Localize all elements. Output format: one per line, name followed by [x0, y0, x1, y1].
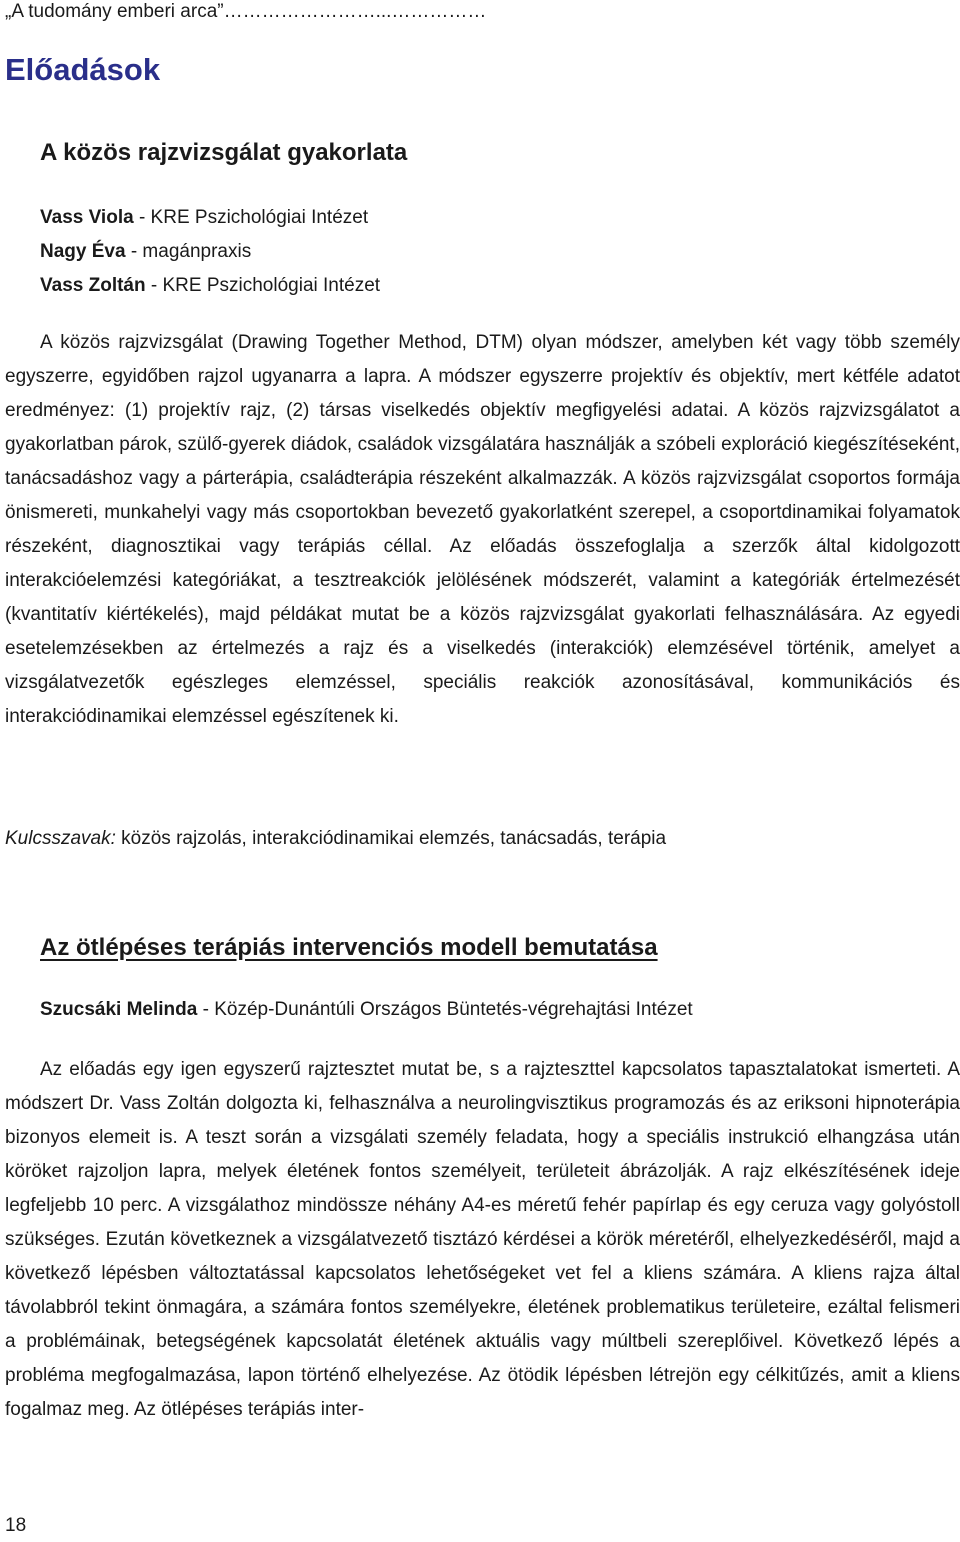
author-affiliation: - KRE Pszichológiai Intézet	[133, 207, 369, 228]
page-number: 18	[5, 1515, 27, 1536]
author-entry	[40, 235, 380, 269]
author-affiliation: - KRE Pszichológiai Intézet	[145, 275, 381, 296]
author-entry	[40, 201, 380, 235]
author-name: Szucsáki Melinda	[40, 999, 198, 1020]
keywords-text: közös rajzolás, interakciódinamikai elemzés, tanácsadás, terápia	[115, 828, 667, 849]
keywords-line	[5, 822, 666, 856]
keywords-label: Kulcsszavak:	[5, 828, 116, 849]
running-head: „A tudomány emberi arca”……………………...……………	[5, 1, 487, 22]
author-name: Nagy Éva	[40, 241, 126, 262]
abstract-paragraph: Az előadás egy igen egyszerű rajztesztet mutat be, s a rajzteszttel kapcsolatos tapasztalatokat ismerteti. A módszert Dr. Vass Zoltán dolgozta ki, felhasználva a neurolingvisztikus programozás és az eriksoni hipnoterápia bizonyos elemeit is. A teszt során a vizsgálati személy feladata, hogy a speciális instrukció elhangzása után köröket rajzoljon lapra, melyek életének fontos személyeit, területeit ábrázolják. A rajz elkészítésének ideje legfeljebb 10 perc. A vizsgálathoz mindössze néhány A4-es méretű fehér papírlap és egy ceruza vagy golyóstoll szükséges. Ezután következnek a vizsgálatvezető tisztázó kérdései a körök méretéről, elhelyezkedéséről, majd a következő lépésben változtatással kapcsolatos lehetőségeket vet fel a kliens számára. A kliens rajza által távolabbról tekint önmagára, a számára fontos személyekre, életének problematikus területeire, ezáltal felismeri a problémáinak, betegségének kapcsolatát életének aktuális vagy múltbeli szereplőivel. Következő lépés a probléma megfogalmazása, lapon történő elhelyezése. Az ötödik lépésben létrejön egy célkitűzés, amit a kliens fogalmaz meg. Az ötlépéses terápiás inter-	[5, 1059, 960, 1420]
talk-title: A közös rajzvizsgálat gyakorlata	[40, 139, 408, 166]
author-affiliation: - Közép-Dunántúli Országos Büntetés-végrehajtási Intézet	[197, 999, 693, 1020]
author-list	[40, 201, 380, 303]
talk-title: Az ötlépéses terápiás intervenciós modell bemutatása	[40, 934, 658, 961]
section-title: Előadások	[5, 52, 161, 87]
abstract-paragraph: A közös rajzvizsgálat (Drawing Together Method, DTM) olyan módszer, amelyben két vagy több személy egyszerre, egyidőben rajzol ugyanarra a lapra. A módszer egyszerre projektív és objektív, mert kétféle adatot eredményez: (1) projektív rajz, (2) társas viselkedés objektív megfigyelési adatai. A közös rajzvizsgálatot a gyakorlatban párok, szülő-gyerek diádok, családok vizsgálatára használják a szóbeli exploráció kiegészítéseként, tanácsadáshoz vagy a párterápia, családterápia részeként alkalmazzák. A közös rajzvizsgálat csoportos formája önismereti, munkahelyi vagy más csoportokban bevezető gyakorlatként szerepel, a csoportdinamikai folyamatok részeként, diagnosztikai vagy terápiás céllal. Az előadás összefoglalja a szerzők által kidolgozott interakcióelemzési kategóriákat, a tesztreakciók jelölésének módszerét, valamint a kategóriák értelmezését (kvantitatív kiértékelés), majd példákat mutat be a közös rajzvizsgálat gyakorlati felhasználására. Az egyedi esetelemzésekben az értelmezés a rajz és a viselkedés (interakciók) elemzésével történik, amelyet a vizsgálatvezetők egészleges elemzéssel, speciális reakciók azonosításával, kommunikációs és interakciódinamikai elemzéssel egészítenek ki.	[5, 332, 960, 727]
author-affiliation: - magánpraxis	[125, 241, 252, 262]
author-name: Vass Viola	[40, 207, 134, 228]
author-entry	[40, 269, 380, 303]
author-entry	[40, 993, 693, 1027]
author-name: Vass Zoltán	[40, 275, 146, 296]
